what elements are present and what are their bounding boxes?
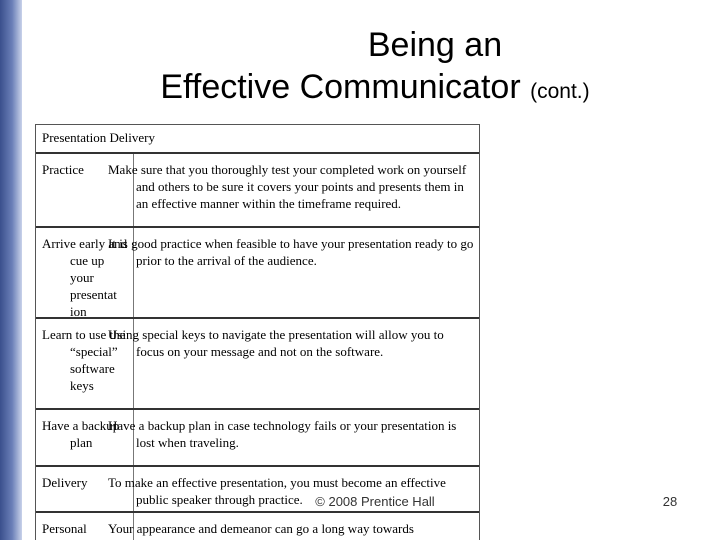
title-line-2 (22, 66, 698, 113)
row-term: Learn to use the “special” software keys (36, 319, 134, 408)
row-description: Your appearance and demeanor can go a long way towards (108, 521, 414, 536)
table-row (36, 319, 479, 410)
row-description: It is good practice when feasible to have your presentation ready to go prior to the arrival of the audience. (108, 236, 474, 268)
slide-title (22, 24, 698, 113)
row-description: Using special keys to navigate the presentation will allow you to focus on your message and not on the software. (108, 327, 444, 359)
row-term: Personal (36, 513, 134, 540)
table-row (36, 228, 479, 319)
left-accent-bar (0, 0, 22, 540)
table-row (36, 154, 479, 228)
row-term: Arrive early and cue up your presentat ion (36, 228, 134, 317)
row-description: Make sure that you thoroughly test your completed work on yourself and others to be sure it covers your points and presents them in an effective manner within the timeframe required. (108, 162, 467, 211)
table-header: Presentation Delivery (36, 125, 479, 154)
row-description: Have a backup plan in case technology fails or your presentation is lost when traveling. (108, 418, 457, 450)
presentation-delivery-table (35, 124, 480, 540)
page-number: 28 (662, 494, 678, 509)
title-main-text: Effective Communicator (160, 68, 521, 106)
title-suffix: (cont.) (530, 80, 590, 103)
table-row (36, 513, 479, 540)
row-description: To make an effective presentation, you must become an effective public speaker through practice. (108, 475, 446, 507)
copyright-footer: © 2008 Prentice Hall (315, 494, 435, 509)
row-term: Have a backup plan (36, 410, 134, 465)
table-row (36, 410, 479, 467)
title-line-1: Being an (367, 26, 503, 64)
row-term: Practice (36, 154, 134, 226)
row-term: Delivery (36, 467, 134, 511)
